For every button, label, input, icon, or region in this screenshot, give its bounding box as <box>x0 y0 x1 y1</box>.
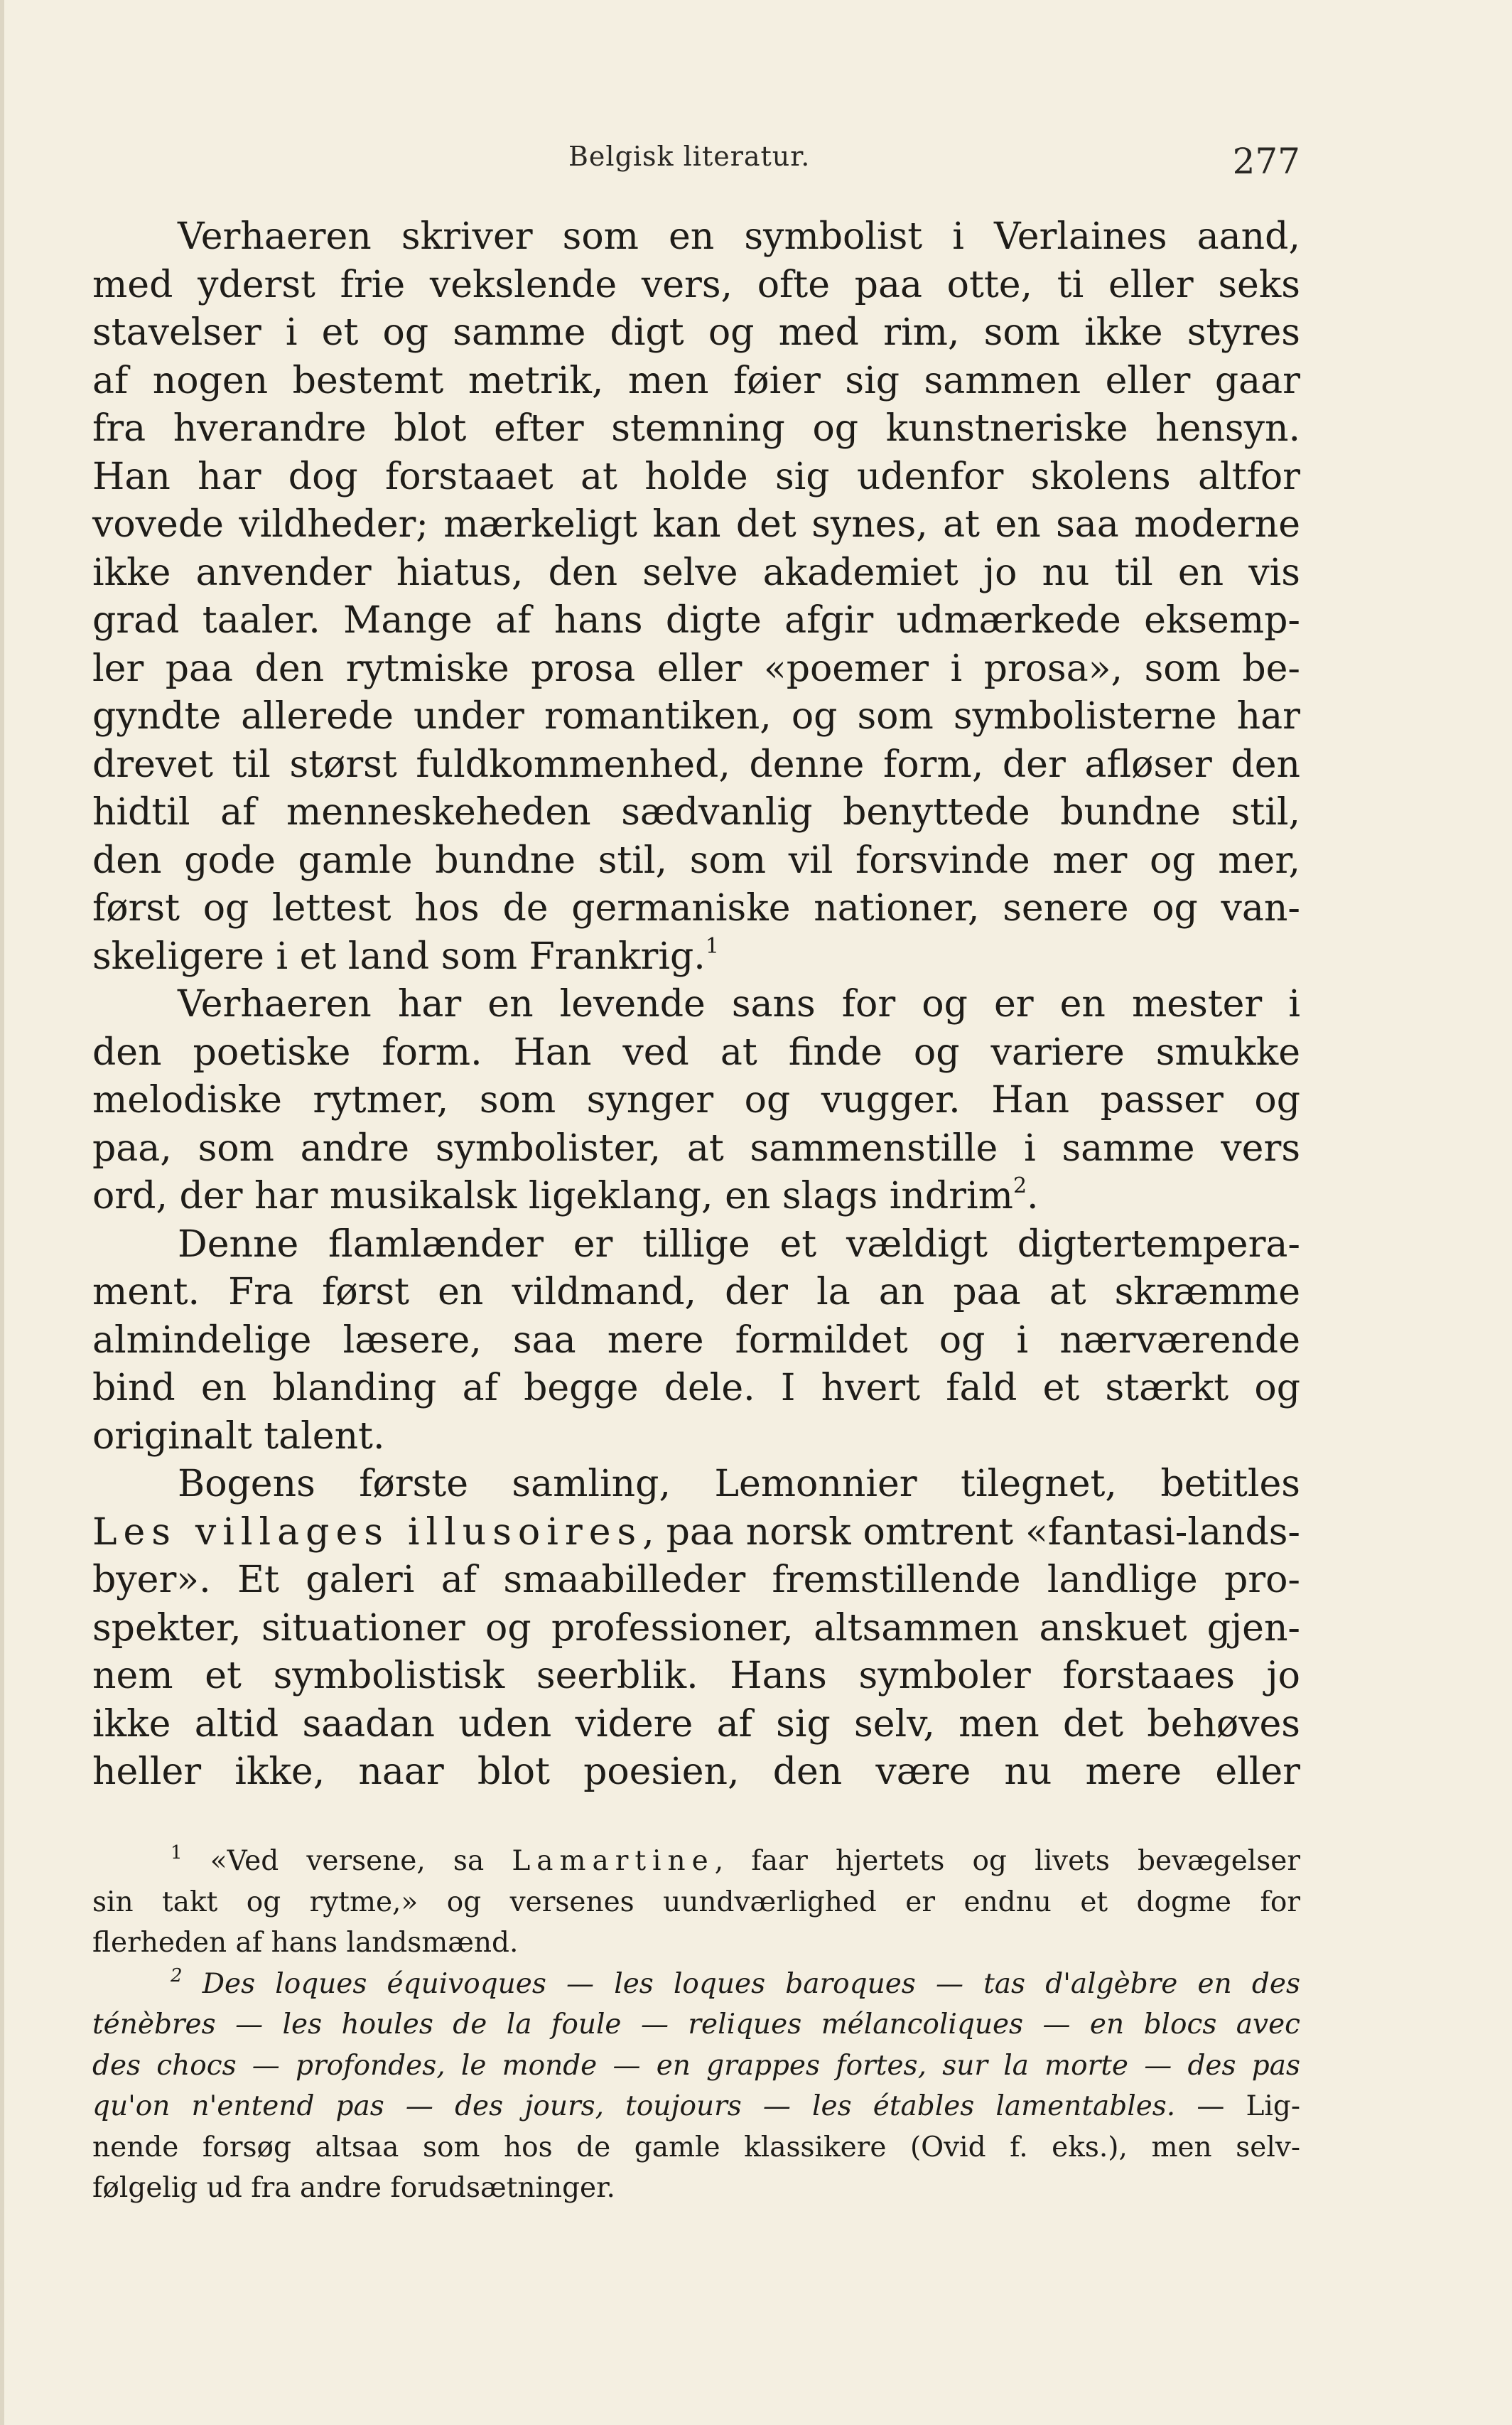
text-line: grad taaler. Mange af hans digte afgir udmærkede eksemp- <box>92 599 1300 642</box>
text-segment: skeligere i et land som Frankrig. <box>92 935 706 978</box>
footnote-line: følgelig ud fra andre forudsætninger. <box>92 2172 615 2204</box>
text-line: ikke altid saadan uden videre af sig selv, men det behøves <box>92 1702 1300 1746</box>
text-segment: ord, der har musikalsk ligeklang, en slags indrim <box>92 1175 1013 1217</box>
footnote-ref-1: 1 <box>705 933 719 959</box>
main-text <box>92 213 1300 1797</box>
text-segment: , faar hjertets og livets bevægelser <box>714 1845 1300 1877</box>
footnote-line <box>92 1841 1300 1882</box>
text-segment: . <box>1027 1175 1039 1217</box>
paragraph-2 <box>92 981 1300 1221</box>
text-line: spekter, situationer og professioner, altsammen anskuet gjen- <box>92 1606 1300 1650</box>
text-line <box>92 933 1300 982</box>
book-title: Les villages illusoires <box>92 1510 643 1554</box>
paragraph-4 <box>92 1461 1300 1797</box>
text-line: ler paa den rytmiske prosa eller «poemer i prosa», som be- <box>92 647 1300 690</box>
text-line: Denne flamlænder er tillige et vældigt digtertempera- <box>178 1222 1300 1266</box>
text-segment: Des loques équivoques — les loques baroques — tas d'algèbre en des <box>202 1967 1300 2000</box>
text-line: drevet til størst fuldkommenhed, denne form, der afløser den <box>92 743 1300 786</box>
page-header <box>92 135 1300 185</box>
text-line: gyndte allerede under romantiken, og som symbolisterne har <box>92 695 1300 738</box>
text-segment: , paa norsk omtrent «fantasi-lands- <box>642 1510 1300 1554</box>
text-line: den poetiske form. Han ved at finde og variere smukke <box>92 1031 1300 1074</box>
text-line: fra hverandre blot efter stemning og kunstneriske hensyn. <box>92 407 1300 450</box>
text-line <box>92 1509 1300 1557</box>
text-line: Verhaeren skriver som en symbolist i Verlaines aand, <box>178 215 1300 258</box>
footnote-line: des chocs — profondes, le monde — en grappes fortes, sur la morte — des pas <box>92 2049 1300 2082</box>
footnote-line: nende forsøg altsaa som hos de gamle klassikere (Ovid f. eks.), men selv- <box>92 2131 1300 2163</box>
text-line: med yderst frie vekslende vers, ofte paa otte, ti eller seks <box>92 263 1300 306</box>
text-line: Verhaeren har en levende sans for og er en mester i <box>178 983 1300 1026</box>
text-line: melodiske rytmer, som synger og vugger. Han passer og <box>92 1079 1300 1122</box>
text-segment: — Lig- <box>1175 2090 1300 2122</box>
text-line <box>92 1173 1300 1221</box>
text-line: først og lettest hos de germaniske nationer, senere og van- <box>92 887 1300 930</box>
page-edge <box>0 0 4 2425</box>
footnote-line: ténèbres — les houles de la foule — reliques mélancoliques — en blocs avec <box>92 2009 1300 2040</box>
text-segment: «Ved versene, sa <box>210 1845 485 1877</box>
text-line: stavelser i et og samme digt og med rim, som ikke styres <box>92 311 1300 354</box>
text-line: Bogens første samling, Lemonnier tilegnet, betitles <box>178 1463 1300 1505</box>
paragraph-1 <box>92 213 1300 981</box>
paragraph-3 <box>92 1221 1300 1461</box>
text-line: bind en blanding af begge dele. I hvert fald et stærkt og <box>92 1367 1300 1409</box>
text-line: heller ikke, naar blot poesien, den være nu mere eller <box>92 1751 1300 1793</box>
footnote-line: sin takt og rytme,» og versenes uundværlighed er endnu et dogme for <box>92 1886 1300 1918</box>
text-line: ikke anvender hiatus, den selve akademiet jo nu til en vis <box>92 551 1300 594</box>
text-line: Han har dog forstaaet at holde sig udenfor skolens altfor <box>92 455 1300 498</box>
footnote-line <box>92 2086 1300 2127</box>
footnote-marker: 2 <box>171 1964 183 1986</box>
page-number: 277 <box>1232 141 1300 182</box>
footnote-line: flerheden af hans landsmænd. <box>92 1927 519 1959</box>
text-line: den gode gamle bundne stil, som vil forsvinde mer og mer, <box>92 839 1300 882</box>
text-line: ment. Fra først en vildmand, der la an paa at skræmme <box>92 1271 1300 1313</box>
text-segment: qu'on n'entend pas — des jours, toujours — les étables lamentables. <box>92 2090 1176 2122</box>
text-line: originalt talent. <box>92 1414 385 1458</box>
footnote-marker: 1 <box>171 1842 183 1864</box>
author-name: Lamartine <box>512 1845 715 1877</box>
text-line: af nogen bestemt metrik, men føier sig sammen eller gaar <box>92 359 1300 402</box>
footnote-line <box>92 1964 1300 2005</box>
running-head: Belgisk literatur. <box>568 141 811 172</box>
footnotes <box>92 1841 1300 2209</box>
footnote-ref-2: 2 <box>1012 1173 1027 1198</box>
text-line: hidtil af menneskeheden sædvanlig benyttede bundne stil, <box>92 791 1300 834</box>
text-line: almindelige læsere, saa mere formildet og i nærværende <box>92 1318 1300 1362</box>
text-line: paa, som andre symbolister, at sammenstille i samme vers <box>92 1127 1300 1170</box>
footnote-2 <box>92 1964 1300 2209</box>
text-line: byer». Et galeri af smaabilleder fremstillende landlige pro- <box>92 1559 1300 1601</box>
text-line: nem et symbolistisk seerblik. Hans symboler forstaaes jo <box>92 1655 1300 1697</box>
footnote-1 <box>92 1841 1300 1964</box>
text-line: vovede vildheder; mærkeligt kan det synes, at en saa moderne <box>92 503 1300 546</box>
